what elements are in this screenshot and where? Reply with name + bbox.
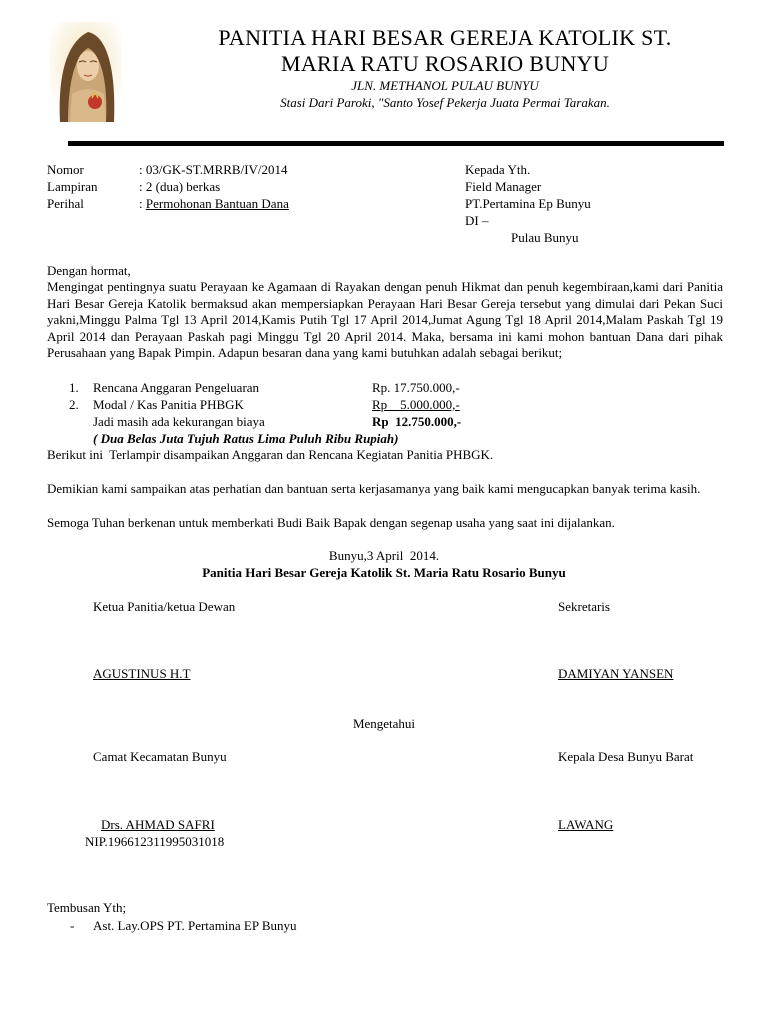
body-paragraph-1: Mengingat pentingnya suatu Perayaan ke Agamaan di Rayakan dengan penuh Hikmat dan penuh kegembiraan,kami dari Panitia Hari Besar Gereja Katolik bermaksud akan mempersiapkan Perayaan Hari Besar Gereja tersebut yang dimulai dari Pekan Suci yakni,Minggu Palma Tgl 13 April 2014,Kamis Putih Tgl 17 April 2014,Jumat Agung Tgl 18 April 2014,Malam Paskah Tgl 19 April 2014 dan Perayaan Paskah pagi Minggu Tgl 20 April 2014. Maka, bersama ini kami mohon bantuan Dana dari pihak Perusahaan yang Bapak Pimpin. Adapun besaran dana yang kami butuhkan adalah sebagai berikut; [47,279,723,361]
budget-item-2-label: Modal / Kas Panitia PHBGK [93,397,244,412]
virgin-mary-portrait-image [50,22,122,126]
nomor-label: Nomor [47,162,84,177]
letterhead-title-line1: PANITIA HARI BESAR GEREJA KATOLIK ST. [218,25,672,50]
greeting: Dengan hormat, [47,263,131,278]
budget-item-1-amount: Rp. 17.750.000,- [372,380,460,395]
right-signer-role: Sekretaris [558,599,610,614]
left-signer-nip: NIP.196612311995031018 [85,834,225,849]
left-signer-role: Ketua Panitia/ketua Dewan [93,599,236,614]
letterhead-title-line2: MARIA RATU ROSARIO BUNYU [280,51,610,76]
perihal-label: Perihal [47,196,84,211]
recipient-line3: PT.Pertamina Ep Bunyu [465,196,591,211]
closing-paragraph-1: Demikian kami sampaikan atas perhatian dan bantuan serta kerjasamanya yang baik kami mengucapkan banyak terima kasih. [47,481,701,496]
left-signer-name-2: Drs. AHMAD SAFRI [101,817,215,832]
right-signer-name-2: LAWANG [558,817,614,832]
right-signer-name: DAMIYAN YANSEN [558,666,674,681]
closing-paragraph-2: Semoga Tuhan berkenan untuk memberkati Budi Baik Bapak dengan segenap usaha yang saat ini dijalankan. [47,515,615,530]
perihal-value: Permohonan Bantuan Dana [145,196,289,211]
budget-item-1-num: 1. [69,380,79,395]
shortfall-amount: Rp 12.750.000,- [372,414,462,429]
cc-bullet: - [70,918,75,933]
budget-item-1-label: Rencana Anggaran Pengeluaran [93,380,260,395]
cc-label: Tembusan Yth; [47,900,127,915]
lampiran-label: Lampiran [47,179,98,194]
budget-item-2-num: 2. [69,397,79,412]
acknowledged-label: Mengetahui [352,716,416,731]
lampiran-value: : 2 (dua) berkas [139,179,221,194]
perihal-colon: : [139,196,146,211]
budget-item-2-amount: Rp 5.000.000,- [372,397,460,412]
recipient-line4: DI – [465,213,489,228]
recipient-line2: Field Manager [465,179,542,194]
nomor-value: : 03/GK-ST.MRRB/IV/2014 [139,162,288,177]
left-signer-name: AGUSTINUS H.T [93,666,191,681]
left-signer-role-2: Camat Kecamatan Bunyu [93,749,227,764]
committee-name: Panitia Hari Besar Gereja Katolik St. Maria Ratu Rosario Bunyu [202,565,566,580]
attachment-note: Berikut ini Terlampir disampaikan Anggaran dan Rencana Kegiatan Panitia PHBGK. [47,447,494,462]
cc-item: Ast. Lay.OPS PT. Pertamina EP Bunyu [93,918,297,933]
amount-in-words: ( Dua Belas Juta Tujuh Ratus Lima Puluh Ribu Rupiah) [93,431,399,446]
recipient-line1: Kepada Yth. [465,162,531,177]
right-signer-role-2: Kepala Desa Bunyu Barat [558,749,694,764]
shortfall-label: Jadi masih ada kekurangan biaya [93,414,265,429]
letterhead-station: Stasi Dari Paroki, "Santo Yosef Pekerja Juata Permai Tarakan. [280,95,610,110]
letterhead-divider [68,141,724,146]
recipient-line5: Pulau Bunyu [511,230,579,245]
letterhead-address: JLN. METHANOL PULAU BUNYU [351,78,539,93]
place-date: Bunyu,3 April 2014. [328,548,440,563]
perihal-value-line [139,196,289,212]
